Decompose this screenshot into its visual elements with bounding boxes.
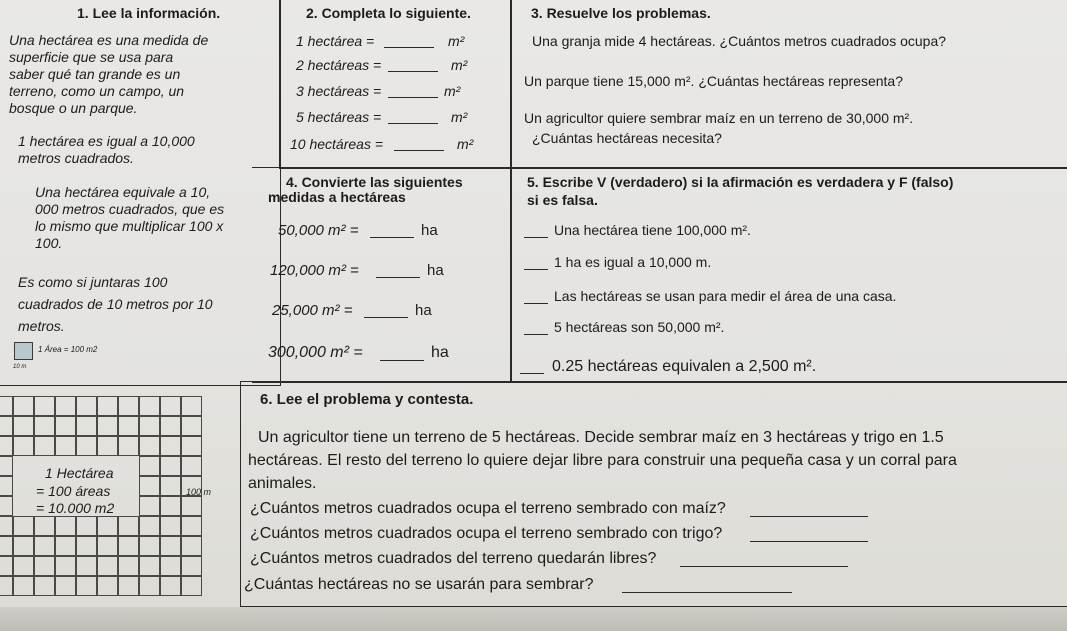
vf-text: 1 ha es igual a 10,000 m. xyxy=(554,254,712,270)
grid-cell xyxy=(160,476,181,496)
grid-cell xyxy=(139,416,160,436)
grid-cell xyxy=(139,476,160,496)
vf-blank[interactable] xyxy=(524,268,548,270)
section1-p1-line3: saber qué tan grande es un xyxy=(9,66,181,82)
grid-cell xyxy=(160,456,181,476)
conv-left: 10 hectáreas = xyxy=(290,136,384,152)
grid-cell xyxy=(34,536,55,556)
conv-left: 5 hectáreas = xyxy=(296,109,382,125)
grid-cell xyxy=(181,516,202,536)
conv-left: 300,000 m² = xyxy=(268,344,363,361)
grid-cell xyxy=(0,476,13,496)
section5-title-line2: si es falsa. xyxy=(527,192,598,208)
answer-blank[interactable] xyxy=(370,236,414,238)
grid-cell xyxy=(13,416,34,436)
vf-text: 5 hectáreas son 50,000 m². xyxy=(554,319,725,335)
grid-cell xyxy=(160,536,181,556)
grid-cell xyxy=(0,536,13,556)
grid-cell xyxy=(76,436,97,456)
section3-problem-1: Una granja mide 4 hectáreas. ¿Cuántos metros cuadrados ocupa? xyxy=(532,33,947,49)
answer-blank[interactable] xyxy=(388,122,438,124)
grid-cell xyxy=(160,576,181,596)
grid-cell xyxy=(76,396,97,416)
conv-unit: m² xyxy=(451,109,468,125)
grid-cell xyxy=(160,416,181,436)
grid-cell xyxy=(13,456,34,476)
grid-cell xyxy=(13,556,34,576)
section5-title-line1: 5. Escribe V (verdadero) si la afirmación es verdadera y F (falso) xyxy=(527,174,954,190)
grid-cell xyxy=(55,576,76,596)
grid-cell xyxy=(0,576,13,596)
vf-text: Las hectáreas se usan para medir el área de una casa. xyxy=(554,288,897,304)
section1-p4-line3: metros. xyxy=(18,318,65,334)
section1-p4-line2: cuadrados de 10 metros por 10 xyxy=(18,296,213,312)
section6-p-line3: animales. xyxy=(248,475,317,492)
answer-blank[interactable] xyxy=(380,359,424,361)
figure-label-line2: = 100 áreas xyxy=(36,483,111,499)
vf-text: Una hectárea tiene 100,000 m². xyxy=(554,222,751,238)
grid-cell xyxy=(13,436,34,456)
grid-cell xyxy=(13,476,34,496)
answer-blank[interactable] xyxy=(622,591,792,593)
grid-cell xyxy=(139,536,160,556)
section1-p3-line1: Una hectárea equivale a 10, xyxy=(35,184,211,200)
vf-blank[interactable] xyxy=(524,236,548,238)
conv-left: 120,000 m² = xyxy=(270,262,359,279)
grid-cell xyxy=(0,436,13,456)
grid-cell xyxy=(0,396,13,416)
section1-p3-line2: 000 metros cuadrados, que es xyxy=(35,201,225,217)
conv-left: 25,000 m² = xyxy=(272,302,353,319)
grid-cell xyxy=(34,416,55,436)
figure-label-line1: 1 Hectárea xyxy=(45,465,114,481)
grid-cell xyxy=(181,536,202,556)
grid-cell xyxy=(55,396,76,416)
conv-unit: ha xyxy=(427,262,444,279)
question-text: ¿Cuántos metros cuadrados ocupa el terreno sembrado con trigo? xyxy=(250,525,723,542)
section3-problem-3: Un agricultor quiere sembrar maíz en un terreno de 30,000 m². xyxy=(524,110,914,126)
grid-cell xyxy=(97,436,118,456)
grid-cell xyxy=(97,576,118,596)
grid-cell xyxy=(13,576,34,596)
small-square-label: 1 Área = 100 m2 xyxy=(38,345,98,354)
grid-cell xyxy=(118,556,139,576)
grid-cell xyxy=(139,576,160,596)
section3-problem-4: ¿Cuántas hectáreas necesita? xyxy=(532,130,722,146)
grid-cell xyxy=(76,556,97,576)
figure-label-line3: = 10.000 m2 xyxy=(36,500,115,516)
grid-cell xyxy=(76,576,97,596)
section3-problem-2: Un parque tiene 15,000 m². ¿Cuántas hectáreas representa? xyxy=(524,73,904,89)
small-square-side: 10 m xyxy=(13,364,27,370)
grid-cell xyxy=(0,416,13,436)
section6-box xyxy=(240,381,1067,607)
grid-cell xyxy=(139,456,160,476)
grid-cell xyxy=(13,496,34,516)
grid-cell xyxy=(118,476,139,496)
conv-left: 2 hectáreas = xyxy=(296,57,382,73)
grid-cell xyxy=(0,556,13,576)
grid-cell xyxy=(55,536,76,556)
grid-cell xyxy=(76,416,97,436)
answer-blank[interactable] xyxy=(376,276,420,278)
section1-p1-line5: bosque o un parque. xyxy=(9,100,138,116)
section1-title: 1. Lee la información. xyxy=(77,5,221,21)
grid-cell xyxy=(34,576,55,596)
figure-side-label: 100 m xyxy=(186,487,212,497)
vf-blank[interactable] xyxy=(524,333,548,335)
section6-p-line1: Un agricultor tiene un terreno de 5 hectáreas. Decide sembrar maíz en 3 hectáreas y trigo en 1.5 xyxy=(258,429,944,446)
vf-blank[interactable] xyxy=(524,302,548,304)
grid-cell xyxy=(97,516,118,536)
section1-p1-line4: terreno, como un campo, un xyxy=(9,83,185,99)
grid-cell xyxy=(160,516,181,536)
section3-title: 3. Resuelve los problemas. xyxy=(531,5,711,21)
section1-p2-line2: metros cuadrados. xyxy=(18,150,134,166)
conv-unit: ha xyxy=(431,344,449,361)
grid-cell xyxy=(97,536,118,556)
conv-unit: ha xyxy=(415,302,432,319)
conv-unit: ha xyxy=(421,222,438,239)
grid-cell xyxy=(34,436,55,456)
conv-unit: m² xyxy=(444,83,461,99)
small-square xyxy=(14,342,33,360)
question-text: ¿Cuántas hectáreas no se usarán para sembrar? xyxy=(244,576,594,593)
grid-cell xyxy=(118,516,139,536)
grid-cell xyxy=(118,416,139,436)
grid-cell xyxy=(97,416,118,436)
answer-blank[interactable] xyxy=(364,316,408,318)
grid-cell xyxy=(13,536,34,556)
grid-cell xyxy=(0,516,13,536)
grid-cell xyxy=(118,436,139,456)
grid-cell xyxy=(118,576,139,596)
answer-blank[interactable] xyxy=(388,70,438,72)
grid-cell xyxy=(160,496,181,516)
grid-cell xyxy=(0,456,13,476)
grid-cell xyxy=(118,536,139,556)
grid-cell xyxy=(55,436,76,456)
conv-left: 1 hectárea = xyxy=(296,33,375,49)
grid-cell xyxy=(160,436,181,456)
grid-cell xyxy=(139,516,160,536)
grid-cell xyxy=(160,396,181,416)
section1-p1-line1: Una hectárea es una medida de xyxy=(9,32,209,48)
grid-cell xyxy=(181,556,202,576)
answer-blank[interactable] xyxy=(750,515,868,517)
section1-p2-line1: 1 hectárea es igual a 10,000 xyxy=(18,133,195,149)
section1-p1-line2: superficie que se usa para xyxy=(9,49,174,65)
conv-left: 50,000 m² = xyxy=(278,222,359,239)
grid-cell xyxy=(160,556,181,576)
grid-cell xyxy=(76,516,97,536)
answer-blank[interactable] xyxy=(394,149,444,151)
grid-cell xyxy=(139,496,160,516)
grid-cell xyxy=(97,396,118,416)
grid-cell xyxy=(34,396,55,416)
grid-cell xyxy=(139,436,160,456)
grid-cell xyxy=(0,496,13,516)
grid-cell xyxy=(118,496,139,516)
answer-blank[interactable] xyxy=(384,46,434,48)
conv-left: 3 hectáreas = xyxy=(296,83,382,99)
conv-unit: m² xyxy=(451,57,468,73)
section6-p-line2: hectáreas. El resto del terreno lo quiere dejar libre para construir una pequeña casa y un corral para xyxy=(248,452,957,469)
grid-cell xyxy=(34,516,55,536)
section2-title: 2. Completa lo siguiente. xyxy=(306,5,471,21)
grid-cell xyxy=(181,396,202,416)
table-surface xyxy=(0,607,1067,631)
grid-cell xyxy=(118,456,139,476)
section1-p3-line3: lo mismo que multiplicar 100 x xyxy=(35,218,224,234)
section4-title-line2: medidas a hectáreas xyxy=(268,189,406,205)
answer-blank[interactable] xyxy=(388,96,438,98)
grid-cell xyxy=(13,516,34,536)
conv-unit: m² xyxy=(448,33,465,49)
grid-cell xyxy=(139,556,160,576)
grid-cell xyxy=(181,416,202,436)
grid-cell xyxy=(97,556,118,576)
grid-cell xyxy=(55,556,76,576)
question-text: ¿Cuántos metros cuadrados ocupa el terreno sembrado con maíz? xyxy=(250,500,726,517)
grid-cell xyxy=(181,436,202,456)
answer-blank[interactable] xyxy=(750,540,868,542)
vf-blank[interactable] xyxy=(520,372,544,374)
section4-title-line1: 4. Convierte las siguientes xyxy=(286,174,463,190)
conv-unit: m² xyxy=(457,136,474,152)
grid-cell xyxy=(55,516,76,536)
grid-cell xyxy=(76,536,97,556)
grid-cell xyxy=(34,556,55,576)
grid-cell xyxy=(181,456,202,476)
question-text: ¿Cuántos metros cuadrados del terreno quedarán libres? xyxy=(250,550,657,567)
grid-cell xyxy=(181,496,202,516)
grid-cell xyxy=(118,396,139,416)
grid-cell xyxy=(55,416,76,436)
section1-p4-line1: Es como si juntaras 100 xyxy=(18,274,168,290)
section6-title: 6. Lee el problema y contesta. xyxy=(260,391,474,408)
grid-cell xyxy=(13,396,34,416)
vf-text: 0.25 hectáreas equivalen a 2,500 m². xyxy=(552,358,817,375)
grid-cell xyxy=(139,396,160,416)
section1-p3-line4: 100. xyxy=(35,235,63,251)
answer-blank[interactable] xyxy=(680,565,848,567)
grid-cell xyxy=(181,576,202,596)
